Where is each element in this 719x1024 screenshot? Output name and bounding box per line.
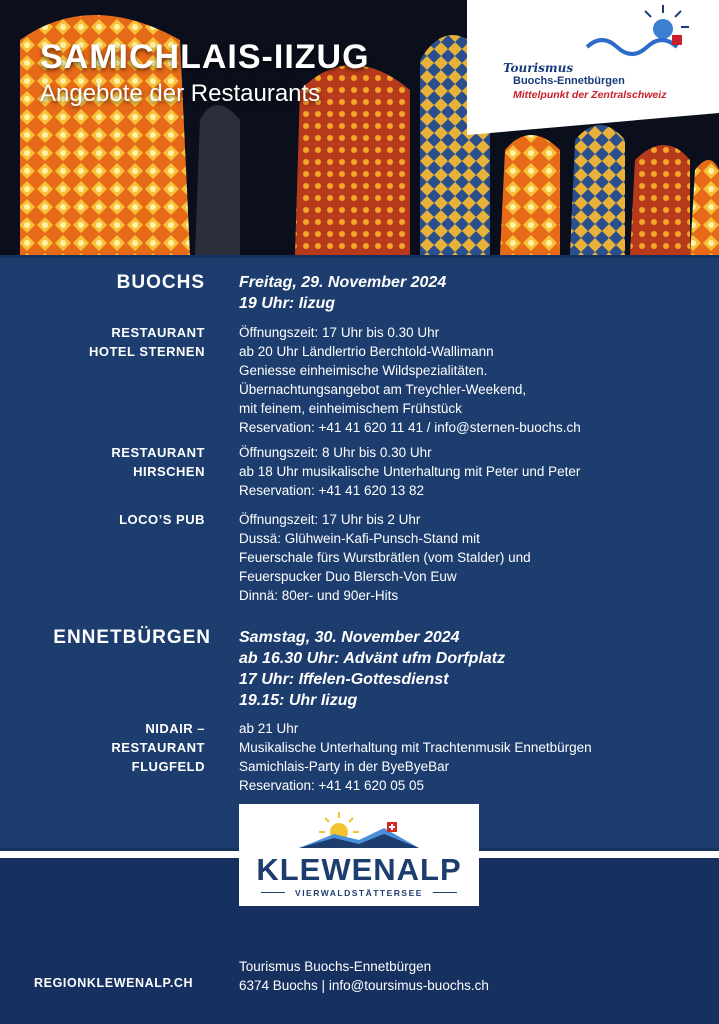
venue-name-line: RESTAURANT	[111, 740, 205, 755]
venue-name-line: RESTAURANT	[111, 445, 205, 460]
venue-name-hirschen	[111, 443, 205, 481]
tourism-logo-line3: Mittelpunkt der Zentralschweiz	[513, 88, 667, 101]
info-line: Feuerschale fürs Wurstbrätlen (vom Stalder) und	[239, 550, 531, 565]
venue-name-line: LOCO’S PUB	[119, 512, 205, 527]
info-line: ab 18 Uhr musikalische Unterhaltung mit Peter und Peter	[239, 464, 581, 479]
info-line: mit feinem, einheimischem Frühstück	[239, 401, 462, 416]
footer-address-line: Tourismus Buochs-Ennetbürgen	[239, 959, 432, 974]
info-line: ab 20 Uhr Ländlertrio Berchtold-Wallimann	[239, 344, 494, 359]
venue-info-nidair	[239, 719, 592, 795]
footer-address	[239, 957, 489, 995]
klewenalp-sub: VIERWALDSTÄTTERSEE	[295, 888, 423, 898]
info-line: Reservation: +41 41 620 05 05	[239, 778, 425, 793]
info-line: Geniesse einheimische Wildspezialitäten.	[239, 363, 488, 378]
venue-name-line: NIDAIR –	[145, 721, 205, 736]
info-line: Feuerspucker Duo Blersch-Von Euw	[239, 569, 457, 584]
footer-address-line: 6374 Buochs | info@toursimus-buochs.ch	[239, 978, 489, 993]
buochs-date-block	[239, 272, 446, 314]
page-title: SAMICHLAIS-IIZUG	[40, 38, 370, 76]
info-line: Reservation: +41 41 620 13 82	[239, 483, 425, 498]
date-line: 17 Uhr: Iffelen-Gottesdienst	[239, 671, 449, 688]
mountain-sun-icon	[239, 804, 479, 854]
info-line: Öffnungszeit: 17 Uhr bis 2 Uhr	[239, 512, 421, 527]
info-line: Öffnungszeit: 8 Uhr bis 0.30 Uhr	[239, 445, 432, 460]
tourism-logo	[467, 0, 719, 135]
venue-name-line: HIRSCHEN	[133, 464, 205, 479]
tourism-logo-line1: Tourismus	[503, 60, 574, 75]
date-line: 19 Uhr: Iizug	[239, 295, 336, 312]
venue-info-hirschen	[239, 443, 580, 500]
venue-name-locos-pub	[119, 510, 205, 529]
section-label-ennetbuergen: ENNETBÜRGEN	[53, 627, 211, 648]
info-line: Reservation: +41 41 620 11 41 / info@sternen-buochs.ch	[239, 420, 581, 435]
date-line: ab 16.30 Uhr: Advänt ufm Dorfplatz	[239, 650, 506, 667]
hero-image	[0, 0, 719, 255]
venue-name-sternen	[89, 323, 205, 361]
info-line: Öffnungszeit: 17 Uhr bis 0.30 Uhr	[239, 325, 440, 340]
section-label-buochs: BUOCHS	[116, 272, 205, 293]
page-subtitle: Angebote der Restaurants	[40, 80, 321, 107]
venue-name-nidair	[111, 719, 205, 776]
venue-name-line: RESTAURANT	[111, 325, 205, 340]
venue-name-line: HOTEL STERNEN	[88, 344, 205, 359]
footer-url-link[interactable]: REGIONKLEWENALP.CH	[34, 976, 194, 990]
klewenalp-logo	[239, 804, 479, 906]
tourism-logo-line2: Buochs-Ennetbürgen	[513, 74, 625, 87]
info-line: Musikalische Unterhaltung mit Trachtenmusik Ennetbürgen	[239, 740, 592, 755]
venue-name-line: FLUGFELD	[131, 759, 205, 774]
info-line: ab 21 Uhr	[239, 721, 299, 736]
date-line: Samstag, 30. November 2024	[239, 629, 460, 646]
info-line: Übernachtungsangebot am Treychler-Weekend,	[239, 382, 527, 397]
sun-wave-icon	[467, 0, 719, 59]
date-line: 19.15: Uhr Iizug	[239, 692, 358, 709]
klewenalp-name: KLEWENALP	[256, 852, 462, 887]
date-line: Freitag, 29. November 2024	[239, 274, 447, 291]
venue-info-sternen	[239, 323, 581, 437]
info-line: Dussä: Glühwein-Kafi-Punsch-Stand mit	[239, 531, 480, 546]
venue-info-locos-pub	[239, 510, 531, 605]
info-line: Dinnä: 80er- und 90er-Hits	[239, 588, 399, 603]
ennetbuergen-date-block	[239, 627, 505, 711]
info-line: Samichlais-Party in der ByeByeBar	[239, 759, 450, 774]
